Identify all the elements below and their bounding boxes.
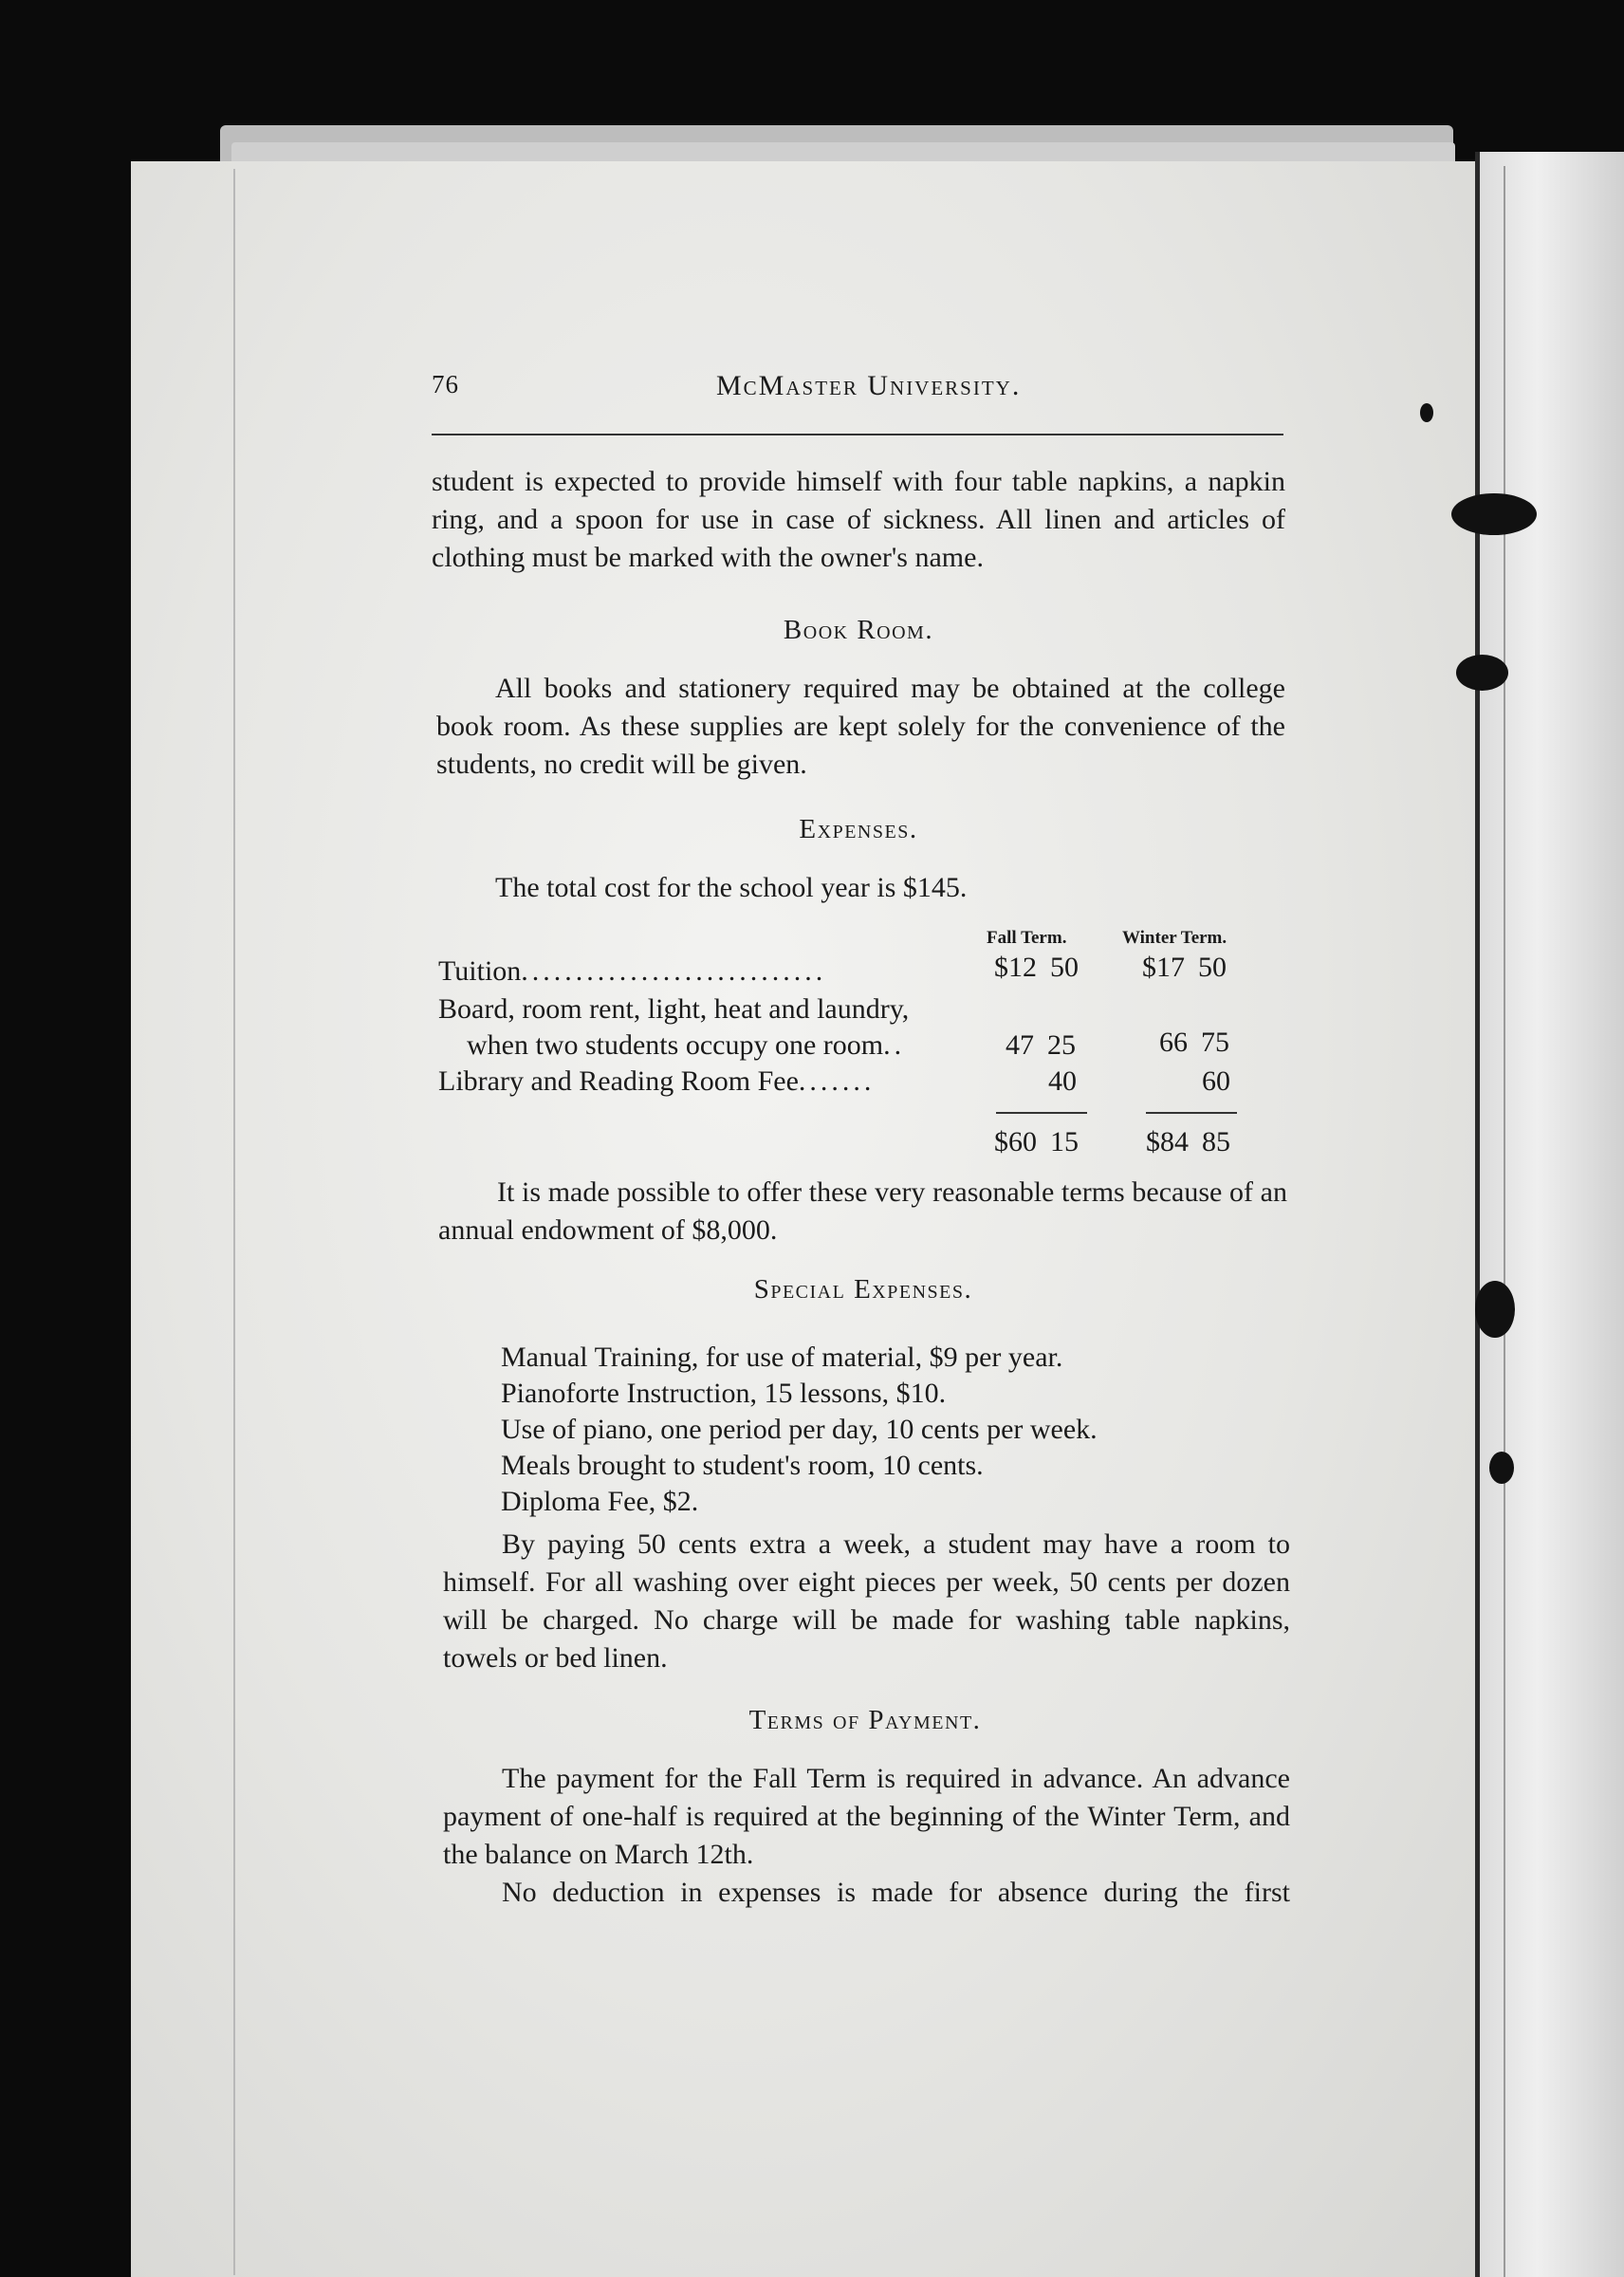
list-item: Use of piano, one period per day, 10 cents per week.: [501, 1414, 1098, 1445]
running-title: McMaster University.: [716, 370, 1022, 401]
sum-rule-fall: [996, 1112, 1087, 1114]
table-cell-fall: 47 25: [1006, 1029, 1076, 1061]
ink-blot: [1420, 403, 1433, 422]
table-cell-winter: 66 75: [1159, 1027, 1229, 1058]
table-row-label-continued: when two students occupy one room..: [467, 1029, 906, 1061]
table-total-fall: $60 15: [994, 1126, 1079, 1157]
expenses-total-text: The total cost for the school year is $145.: [495, 872, 968, 903]
table-cell-winter: 60: [1202, 1065, 1230, 1097]
ink-blot: [1451, 493, 1537, 535]
table-row-label: Library and Reading Room Fee.......: [438, 1065, 876, 1097]
table-total-winter: $84 85: [1146, 1126, 1230, 1157]
table-cell-fall: $12 50: [994, 952, 1079, 983]
list-item: Manual Training, for use of material, $9 per year.: [501, 1342, 1063, 1373]
list-item: Diploma Fee, $2.: [501, 1486, 699, 1517]
intro-paragraph: student is expected to provide himself with four table napkins, a napkin ring, and a spoon for use in case of sickness. All linen and articles of clothing must be marked with the owner's name.: [432, 466, 1285, 573]
header-rule: [432, 434, 1283, 435]
column-header-fall-term: Fall Term.: [987, 928, 1067, 948]
endowment-paragraph: It is made possible to offer these very reasonable terms because of an annual endowment of $8,000.: [438, 1176, 1287, 1246]
expenses-heading: Expenses.: [799, 814, 918, 844]
page-edge-line: [233, 169, 235, 2275]
column-header-winter-term: Winter Term.: [1122, 928, 1227, 948]
table-row-label: Tuition............................: [438, 955, 827, 987]
table-row-label: Board, room rent, light, heat and laundry,: [438, 993, 910, 1025]
list-item: Pianoforte Instruction, 15 lessons, $10.: [501, 1378, 947, 1409]
ink-blot: [1489, 1452, 1514, 1484]
terms-of-payment-heading: Terms of Payment.: [748, 1705, 982, 1735]
running-header: [432, 370, 1285, 408]
book-room-heading: Book Room.: [783, 615, 934, 645]
special-expenses-paragraph: By paying 50 cents extra a week, a student may have a room to himself. For all washing over eight pieces per week, 50 cents per dozen will be charged. No charge will be made for washing table napkins, towels or bed linen.: [443, 1528, 1290, 1674]
list-item: Meals brought to student's room, 10 cents.: [501, 1450, 984, 1481]
special-expenses-heading: Special Expenses.: [753, 1274, 973, 1305]
facing-page-edge: [1480, 152, 1624, 2277]
book-room-paragraph: All books and stationery required may be obtained at the college book room. As these supplies are kept solely for the convenience of the students, no credit will be given.: [436, 673, 1285, 780]
payment-paragraph: The payment for the Fall Term is required in advance. An advance payment of one-half is required at the beginning of the Winter Term, and the balance on March 12th.: [443, 1763, 1290, 1870]
page-number: 76: [432, 370, 459, 398]
sum-rule-winter: [1146, 1112, 1237, 1114]
ink-blot: [1475, 1281, 1515, 1338]
deduction-paragraph: No deduction in expenses is made for absence during the first: [502, 1877, 1290, 1908]
facing-page-edge-line: [1504, 166, 1505, 2277]
table-cell-winter: $17 50: [1142, 952, 1227, 983]
ink-blot: [1456, 655, 1508, 691]
table-cell-fall: 40: [1048, 1065, 1077, 1097]
